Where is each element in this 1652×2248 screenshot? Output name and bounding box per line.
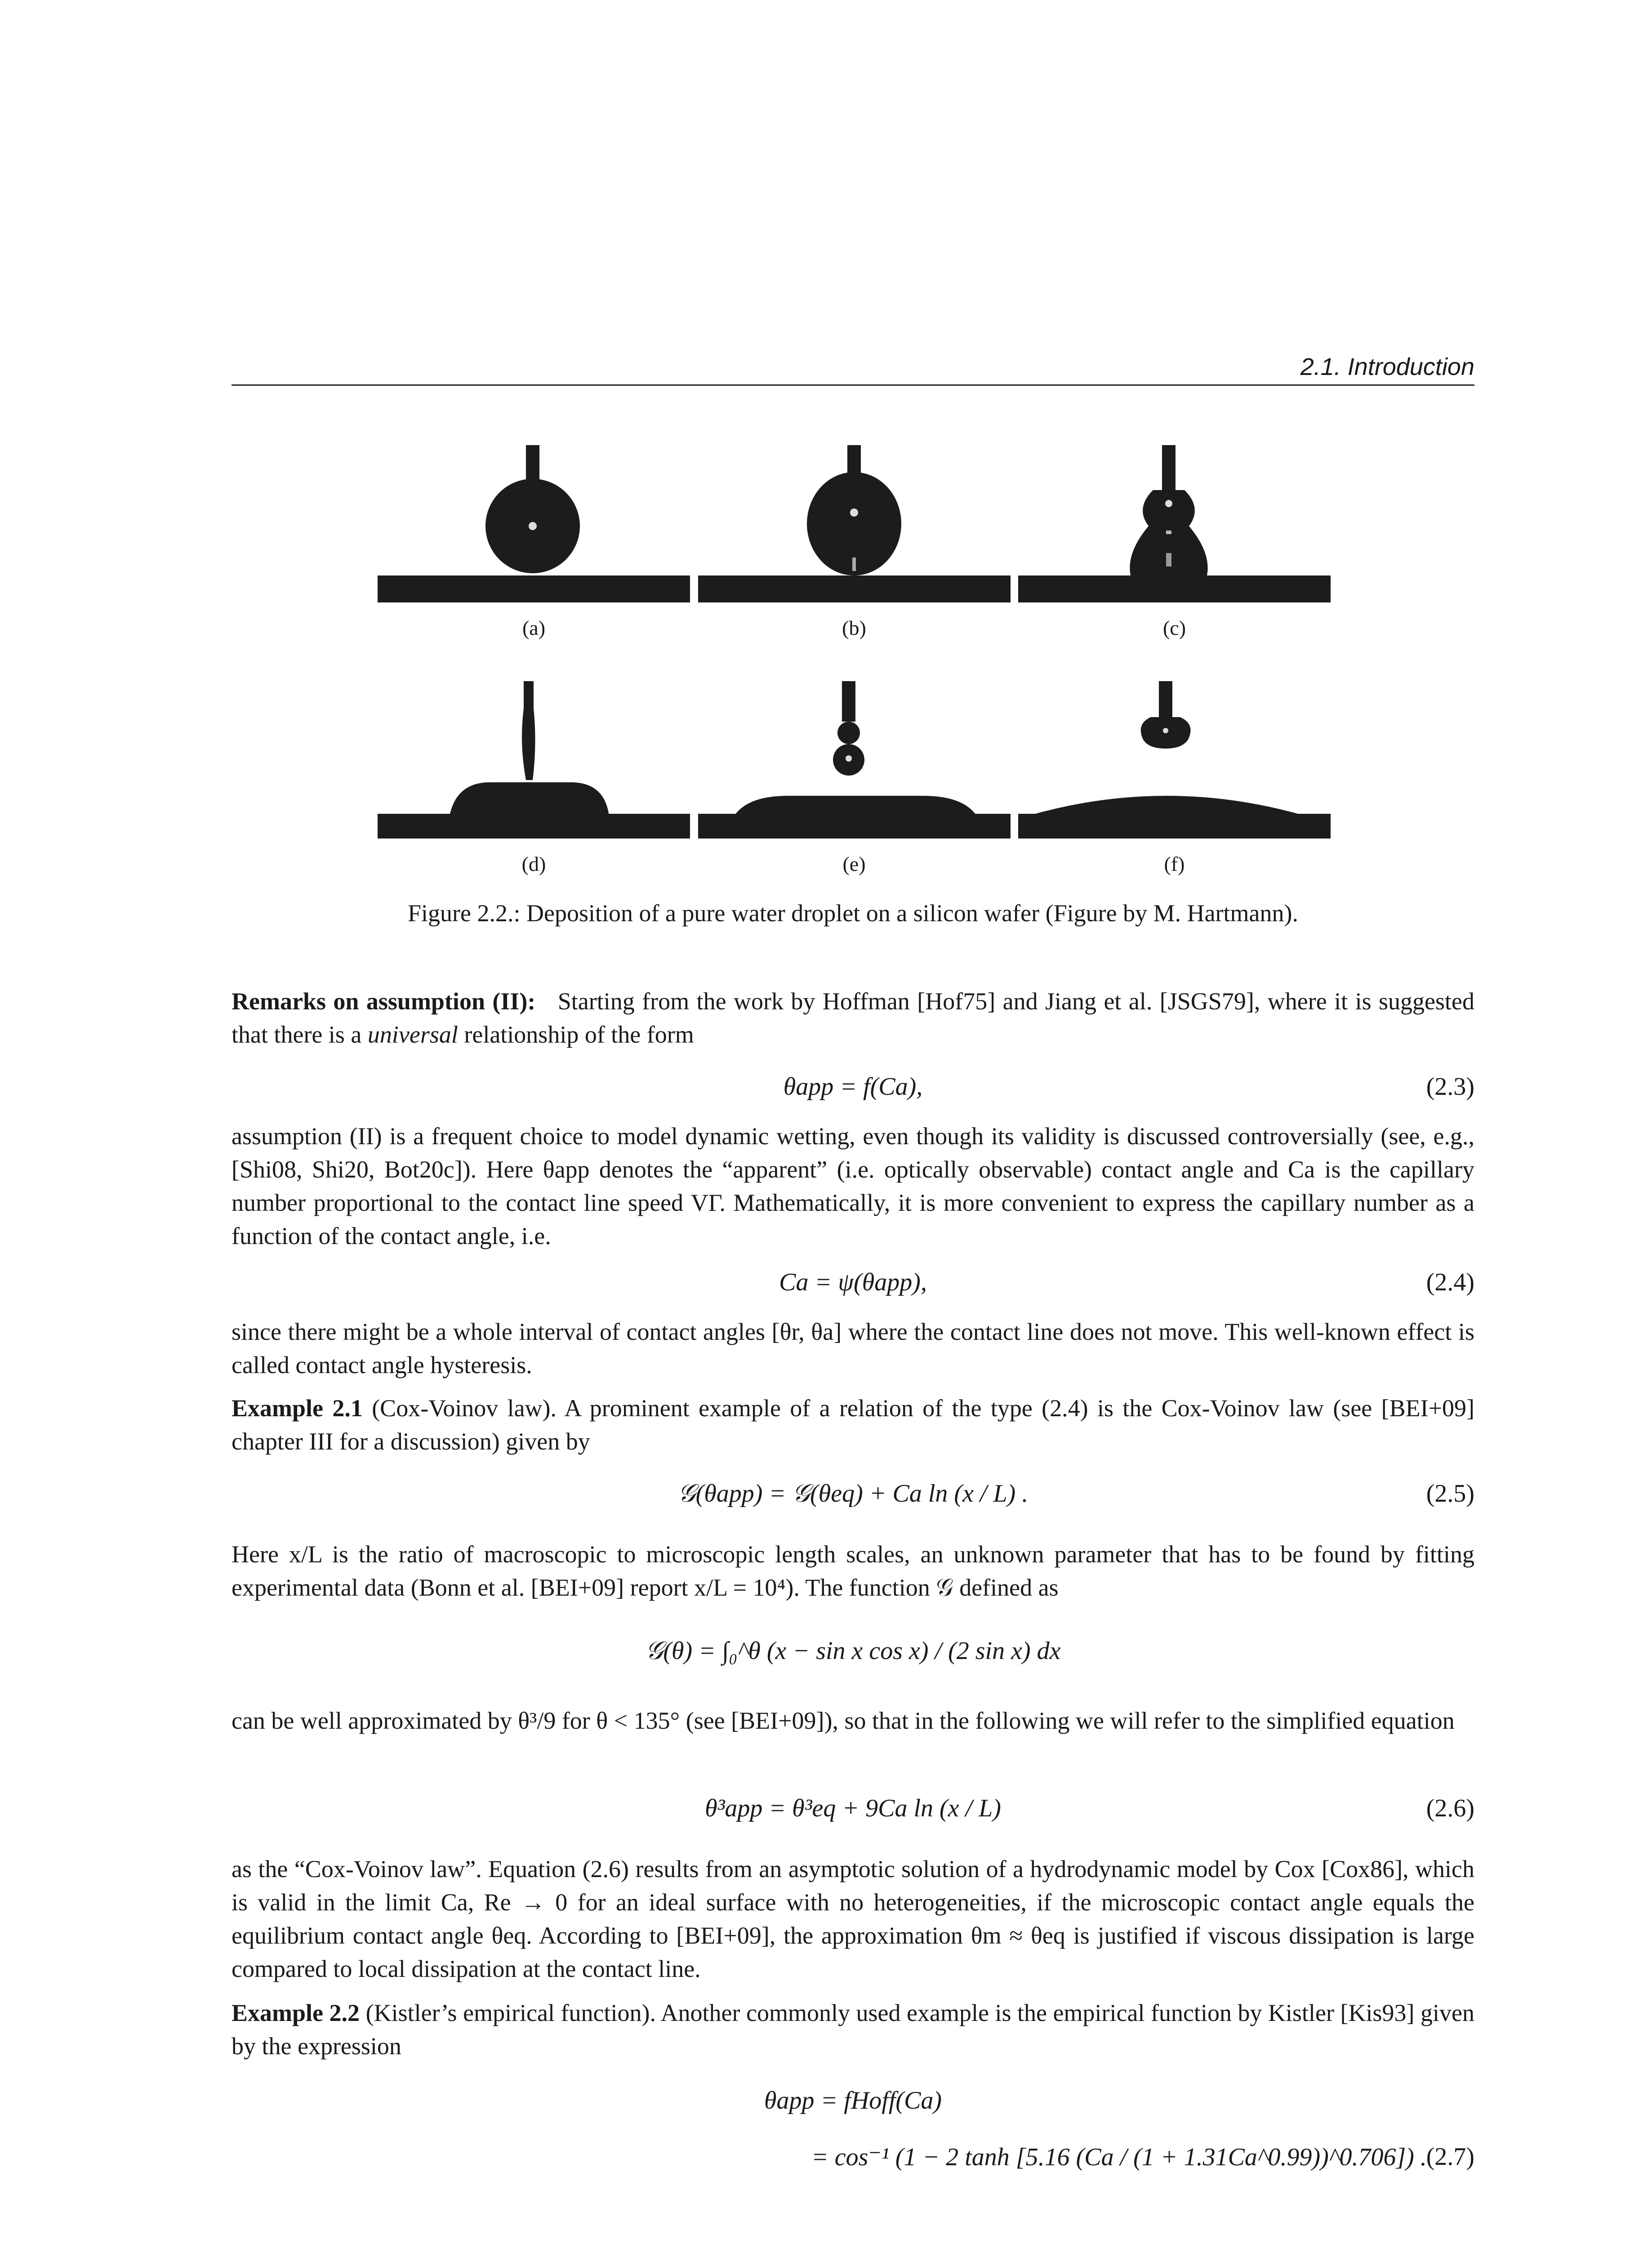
equation-2-4-number: (2.4) <box>1426 1268 1474 1296</box>
photo-panel-e <box>698 681 1011 839</box>
photo-panel-c <box>1018 445 1331 602</box>
remarks-paragraph <box>232 985 1474 1051</box>
droplet-photo-c <box>1018 445 1331 602</box>
equation-2-5-body: 𝒢(θapp) = 𝒢(θeq) + Ca ln (x / L) . <box>677 1480 1029 1508</box>
example-2-2-title: (Kistler’s empirical function). <box>365 1999 656 2026</box>
equation-2-5-number: (2.5) <box>1426 1480 1474 1508</box>
remarks-text-1: Starting from the work by Hoffman [Hof75] and Jiang et al. [JSGS79], where it is suggested that there is a <box>232 988 1474 1048</box>
photo-panel-a <box>378 445 690 602</box>
example-2-2 <box>232 1996 1474 2063</box>
equation-2-7-line-1 <box>232 2086 1474 2122</box>
paragraph-ratio: Here x/L is the ratio of macroscopic to microscopic length scales, an unknown parameter that has to be found by fitting experimental data (Bonn et al. [BEI+09] report x/L = 10⁴). The function 𝒢 defined as <box>232 1541 1474 1601</box>
sublabel-f: (f) <box>1164 852 1185 875</box>
equation-2-7-line-2-body: = cos⁻¹ (1 − 2 tanh [5.16 (Ca / (1 + 1.31Ca^0.99))^0.706]) . <box>811 2143 1427 2171</box>
photo-panel-f <box>1018 681 1331 839</box>
running-head-text: 2.1. Introduction <box>1300 353 1474 380</box>
remarks-text-2: relationship of the form <box>464 1021 694 1048</box>
running-head <box>232 344 1474 386</box>
droplet-photo-f <box>1018 681 1331 839</box>
example-2-2-text: Another commonly used example is the empirical function by Kistler [Kis93] given by the expression <box>232 1999 1475 2060</box>
sublabel-d: (d) <box>521 852 546 875</box>
droplet-photo-a <box>378 445 690 602</box>
example-2-1-text: A prominent example of a relation of the type (2.4) is the Cox-Voinov law (see [BEI+09] chapter III for a discussion) given by <box>232 1395 1475 1455</box>
equation-g-body: 𝒢(θ) = ∫₀^θ (x − sin x cos x) / (2 sin x) dx <box>645 1637 1061 1665</box>
sublabel-a: (a) <box>522 616 546 639</box>
remarks-heading: Remarks on assumption (II): <box>232 988 536 1015</box>
example-2-1-heading: Example 2.1 <box>232 1395 363 1422</box>
example-2-1 <box>232 1392 1474 1458</box>
figure-row-top <box>378 445 1331 602</box>
equation-g-definition <box>232 1637 1474 1673</box>
paragraph-approximation: can be well approximated by θ³/9 for θ < 135° (see [BEI+09]), so that in the following we will refer to the simplified equation <box>232 1707 1455 1734</box>
sublabel-c: (c) <box>1162 616 1186 639</box>
equation-2-6-body: θ³app = θ³eq + 9Ca ln (x / L) <box>705 1794 1001 1822</box>
droplet-photo-d <box>378 681 690 839</box>
photo-panel-b <box>698 445 1011 602</box>
sublabels-top <box>378 616 1331 643</box>
paragraph-cox-voinov: as the “Cox-Voinov law”. Equation (2.6) results from an asymptotic solution of a hydrodynamic model by Cox [Cox86], which is valid in the limit Ca, Re → 0 for an ideal surface with no heterogeneities, if the microscopic contact angle equals the equilibrium contact angle θeq. According to [BEI+09], the approximation θm ≈ θeq is justified if viscous dissipation is large compared to local dissipation at the contact line. <box>232 1855 1474 1982</box>
equation-2-7-line-2 <box>232 2142 1474 2178</box>
equation-2-7-line-1-body: θapp = fHoff(Ca) <box>764 2087 942 2114</box>
figure-caption: Figure 2.2.: Deposition of a pure water droplet on a silicon wafer (Figure by M. Hartmann). <box>408 900 1298 927</box>
sublabel-e: (e) <box>842 852 866 875</box>
figure-row-bottom <box>378 681 1331 839</box>
equation-2-6 <box>232 1794 1474 1830</box>
figure-2-2 <box>378 445 1331 879</box>
equation-2-4 <box>232 1268 1474 1304</box>
droplet-photo-b <box>698 445 1011 602</box>
paragraph-assumption: assumption (II) is a frequent choice to model dynamic wetting, even though its validity is discussed controversially (see, e.g., [Shi08, Shi20, Bot20c]). Here θapp denotes the “apparent” (i.e. optically observable) contact angle and Ca is the capillary number proportional to the contact line speed VΓ. Mathematically, it is more convenient to express the capillary number as a function of the contact angle, i.e. <box>232 1123 1474 1249</box>
sublabels-bottom <box>378 852 1331 879</box>
sublabel-b: (b) <box>842 616 866 639</box>
equation-2-5 <box>232 1479 1474 1515</box>
equation-2-3 <box>232 1072 1474 1108</box>
remarks-emph: universal <box>367 1021 458 1048</box>
paragraph-hysteresis: since there might be a whole interval of contact angles [θr, θa] where the contact line does not move. This well-known effect is called contact angle hysteresis. <box>232 1318 1474 1378</box>
droplet-photo-e <box>698 681 1011 839</box>
example-2-2-heading: Example 2.2 <box>232 1999 360 2026</box>
example-2-1-title: (Cox-Voinov law). <box>372 1395 557 1422</box>
equation-2-4-body: Ca = ψ(θapp), <box>779 1268 927 1296</box>
equation-2-7-number: (2.7) <box>1426 2143 1474 2171</box>
equation-2-3-body: θapp = f(Ca), <box>783 1073 923 1101</box>
equation-2-6-number: (2.6) <box>1426 1794 1474 1822</box>
equation-2-3-number: (2.3) <box>1426 1073 1474 1101</box>
photo-panel-d <box>378 681 690 839</box>
